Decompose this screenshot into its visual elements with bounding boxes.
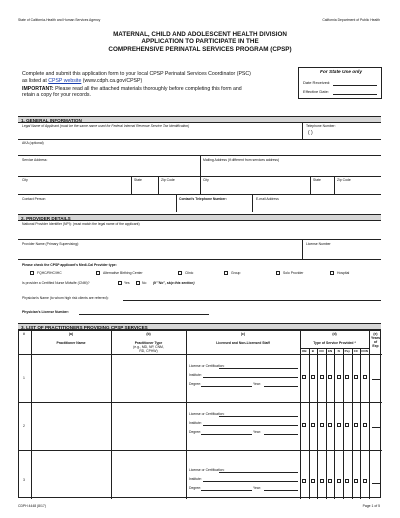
divider	[131, 177, 132, 194]
years-field[interactable]	[372, 427, 380, 428]
section-3-title: 3. LIST OF PRACTITIONERS PROVIDING CPSP SERVICES	[21, 325, 148, 330]
mailing-zip-label: Zip Code	[337, 178, 351, 182]
row-number: 1	[23, 376, 25, 380]
intro	[22, 71, 292, 99]
practitioner-type-field[interactable]	[112, 355, 185, 401]
physician-name-field[interactable]	[123, 300, 381, 301]
clinic-label: Clinic	[185, 270, 194, 275]
date-received-field[interactable]	[333, 85, 377, 86]
institute-label: Institute:	[189, 373, 202, 377]
degree-label: Degree:	[189, 382, 202, 386]
state-use-box	[298, 67, 382, 99]
service-n-checkbox[interactable]	[337, 479, 341, 483]
code-psy: Psy	[344, 349, 350, 353]
code-b: B	[311, 349, 314, 353]
state-label: State	[134, 178, 142, 182]
license-field[interactable]	[219, 472, 298, 473]
institute-field[interactable]	[203, 481, 298, 482]
physician-license-field[interactable]	[79, 314, 209, 315]
provider-type-options	[22, 270, 382, 276]
cnm-question: Is provider a Certified Nurse Midwife (CNM)?	[22, 280, 90, 285]
email-label: E-mail Address	[256, 197, 279, 201]
divider	[200, 177, 201, 194]
important-text: Please read all the attached materials thoroughly before completing this form and	[55, 85, 242, 92]
service-con-checkbox[interactable]	[363, 479, 367, 483]
page-number: Page 1 of 5	[362, 504, 380, 508]
license-label: License or Certification:	[189, 364, 225, 368]
intro-line-1: Complete and submit this application form to your local CPSP Perinatal Services Coordinator (PSC)	[22, 71, 251, 77]
cpsp-website-link[interactable]: CPSP website	[48, 77, 82, 84]
years-field[interactable]	[372, 379, 380, 380]
institute-field[interactable]	[203, 377, 298, 378]
year-label: Year:	[253, 430, 261, 434]
intro-important	[22, 86, 292, 93]
divider	[334, 177, 335, 194]
mailing-address-label: Mailing Address (if different from services address)	[203, 158, 280, 162]
practitioner-name-field[interactable]	[32, 403, 110, 449]
solo-label: Solo Provider	[283, 270, 304, 275]
col-a: (a)	[68, 332, 74, 336]
service-en-checkbox[interactable]	[328, 375, 332, 379]
title-line-3: COMPREHENSIVE PERINATAL SERVICES PROGRAM (CPSP)	[108, 45, 292, 53]
divider	[302, 123, 303, 139]
service-en-checkbox[interactable]	[328, 479, 332, 483]
divider	[310, 177, 311, 194]
solo-checkbox[interactable]	[276, 271, 280, 275]
col-b: (b)	[146, 332, 151, 336]
year-field[interactable]	[264, 434, 298, 435]
divider	[158, 177, 159, 194]
divider	[200, 156, 201, 176]
degree-field[interactable]	[201, 386, 252, 387]
form-title	[0, 31, 400, 53]
col-exp: Exp	[372, 344, 379, 348]
service-b-checkbox[interactable]	[311, 423, 315, 427]
hospital-checkbox[interactable]	[330, 271, 334, 275]
degree-field[interactable]	[201, 490, 252, 491]
contact-phone-label: Contact's Telephone Number:	[179, 197, 227, 201]
service-ob-checkbox[interactable]	[302, 423, 306, 427]
divider	[18, 259, 381, 260]
divider	[18, 139, 381, 140]
license-label: License or Certification:	[189, 412, 225, 416]
legal-name-label: Legal Name of Applicant (must be the same name used for Federal Internal Revenue Service Tax Identification)	[22, 124, 190, 128]
practitioner-name-field[interactable]	[32, 451, 110, 497]
service-n-checkbox[interactable]	[337, 375, 341, 379]
service-cc-checkbox[interactable]	[354, 375, 358, 379]
npi-text: National Provider Identifier (NPI): (must match the legal name of the applicant)	[22, 222, 140, 226]
col-licensed-staff: Licensed and Non-Licensed Staff	[216, 341, 270, 345]
title-line-2: APPLICATION TO PARTICIPATE IN THE	[141, 38, 259, 46]
aka-label: AKA (optional)	[22, 141, 44, 145]
divider	[252, 195, 253, 212]
date-received-label: Date Received:	[303, 80, 331, 85]
degree-label: Degree:	[189, 430, 202, 434]
service-ob-checkbox[interactable]	[302, 375, 306, 379]
col-practitioner-type-eg: (e.g., MD, NP, CNM,	[133, 345, 164, 349]
service-cc-checkbox[interactable]	[354, 479, 358, 483]
year-field[interactable]	[264, 386, 298, 387]
license-field[interactable]	[219, 416, 298, 417]
col-practitioner-name: Practitioner Name	[56, 341, 86, 345]
service-ob-checkbox[interactable]	[302, 479, 306, 483]
license-label: License or Certification:	[189, 468, 225, 472]
important-label: IMPORTANT:	[22, 85, 54, 92]
row-number: 2	[23, 424, 25, 428]
cnm-no-checkbox[interactable]	[136, 281, 140, 285]
year-field[interactable]	[264, 490, 298, 491]
degree-label: Degree:	[189, 486, 202, 490]
intro-suffix: (www.cdph.ca.gov/CPSP)	[82, 77, 143, 84]
col-d: (d)	[332, 332, 337, 336]
zip-label: Zip Code	[161, 178, 175, 182]
contact-person-label: Contact Person	[22, 197, 46, 201]
col-hash: #	[23, 332, 25, 336]
group-checkbox[interactable]	[224, 271, 228, 275]
col-practitioner-type-eg2: RD, CPHW)	[139, 349, 158, 353]
npi-label	[22, 222, 140, 226]
section-provider-details	[18, 214, 381, 221]
service-b-checkbox[interactable]	[311, 375, 315, 379]
cnm-yes-checkbox[interactable]	[118, 281, 122, 285]
effective-date-label: Effective Date:	[303, 89, 329, 94]
service-n-checkbox[interactable]	[337, 423, 341, 427]
clinic-checkbox[interactable]	[178, 271, 182, 275]
service-address-label: Service Address:	[22, 158, 48, 162]
important-text-2: retain a copy for your records.	[22, 92, 91, 99]
col-of: of	[373, 340, 378, 344]
mailing-city-label: City	[203, 178, 209, 182]
degree-field[interactable]	[201, 434, 252, 435]
provider-type-prompt: Please check the CPSP applicant's Medi-Cal Provider type:	[22, 263, 117, 267]
cnm-yes-label: Yes	[124, 280, 130, 285]
table-row	[19, 402, 382, 450]
service-co-checkbox[interactable]	[320, 423, 324, 427]
cnm-no-label: No	[142, 280, 147, 285]
intro-prefix: as listed at	[22, 77, 47, 84]
abc-label: Alternative Birthing Center	[103, 270, 143, 275]
code-en: EN	[328, 349, 333, 353]
table-row	[19, 450, 382, 499]
divider	[18, 239, 381, 240]
institute-label: Institute:	[189, 477, 202, 481]
mailing-address-field[interactable]	[202, 163, 380, 175]
cnm-no-note: (If "No", skip this section)	[153, 280, 195, 285]
service-psy-checkbox[interactable]	[345, 375, 349, 379]
group-label: Group	[231, 270, 241, 275]
physician-name-label: Physician's Name (to whom high risk clients are referred):	[22, 296, 109, 300]
provider-name-label: Provider Name (Primary Supervising):	[22, 242, 80, 246]
practitioner-type-field[interactable]	[112, 403, 185, 449]
service-address-field[interactable]	[20, 163, 198, 175]
service-con-checkbox[interactable]	[363, 423, 367, 427]
telephone-field[interactable]: ( )	[308, 130, 313, 136]
service-psy-checkbox[interactable]	[345, 423, 349, 427]
license-field[interactable]	[219, 368, 298, 369]
right-agency: California Department of Public Health	[322, 18, 380, 22]
years-field[interactable]	[372, 483, 380, 484]
row-number: 3	[23, 478, 25, 482]
service-cc-checkbox[interactable]	[354, 423, 358, 427]
year-label: Year:	[253, 382, 261, 386]
practitioner-type-field[interactable]	[112, 451, 185, 497]
code-n: N	[337, 349, 340, 353]
divider	[302, 240, 303, 259]
npi-field[interactable]	[20, 227, 380, 238]
practitioner-name-field[interactable]	[32, 355, 110, 401]
left-agency: State of California-Health and Human Services Agency	[18, 18, 101, 22]
service-b-checkbox[interactable]	[311, 479, 315, 483]
telephone-label: Telephone Number:	[306, 124, 336, 128]
table-row	[19, 354, 382, 402]
section-1-title: 1. GENERAL INFORMATION	[21, 118, 82, 123]
practitioners-table	[18, 330, 381, 498]
code-co: CO	[319, 349, 324, 353]
abc-checkbox[interactable]	[96, 271, 100, 275]
service-en-checkbox[interactable]	[328, 423, 332, 427]
institute-label: Institute:	[189, 421, 202, 425]
state-use-title: For State Use only	[319, 70, 363, 75]
col-e: (e)	[373, 332, 378, 336]
code-con: CON	[361, 349, 368, 353]
col-c: (c)	[240, 332, 246, 336]
year-label: Year:	[253, 486, 261, 490]
license-number-label: License Number	[306, 242, 331, 246]
hospital-label: Hospital	[337, 270, 350, 275]
service-con-checkbox[interactable]	[363, 375, 367, 379]
service-co-checkbox[interactable]	[320, 375, 324, 379]
institute-field[interactable]	[203, 425, 298, 426]
service-psy-checkbox[interactable]	[345, 479, 349, 483]
code-ob: OB	[302, 349, 307, 353]
mailing-state-label: State	[313, 178, 321, 182]
fqhc-label: FQHC/RHC/IHC	[37, 270, 62, 275]
col-years: Years	[370, 336, 381, 340]
aka-field[interactable]	[20, 146, 380, 154]
title-line-1: MATERNAL, CHILD AND ADOLESCENT HEALTH DIVISION	[113, 31, 287, 38]
intro-line-2	[22, 78, 292, 85]
section-practitioners	[18, 323, 381, 330]
divider	[176, 195, 177, 212]
service-co-checkbox[interactable]	[320, 479, 324, 483]
effective-date-field[interactable]	[333, 94, 377, 95]
col-type-of-service: Type of Service Provided *	[313, 341, 356, 345]
section-2-title: 2. PROVIDER DETAILS	[21, 216, 71, 221]
fqhc-checkbox[interactable]	[30, 271, 34, 275]
code-cc: CC	[353, 349, 359, 353]
cnm-row	[22, 280, 322, 286]
section-general-information	[18, 116, 381, 123]
city-label: City	[22, 178, 28, 182]
physician-license-label: Physician's License Number:	[22, 310, 69, 314]
col-practitioner-type: Practitioner Type	[134, 341, 163, 345]
divider	[18, 194, 381, 195]
form-number: CDPH 4448 (8/17)	[18, 504, 46, 508]
legal-name-field[interactable]	[20, 129, 300, 138]
